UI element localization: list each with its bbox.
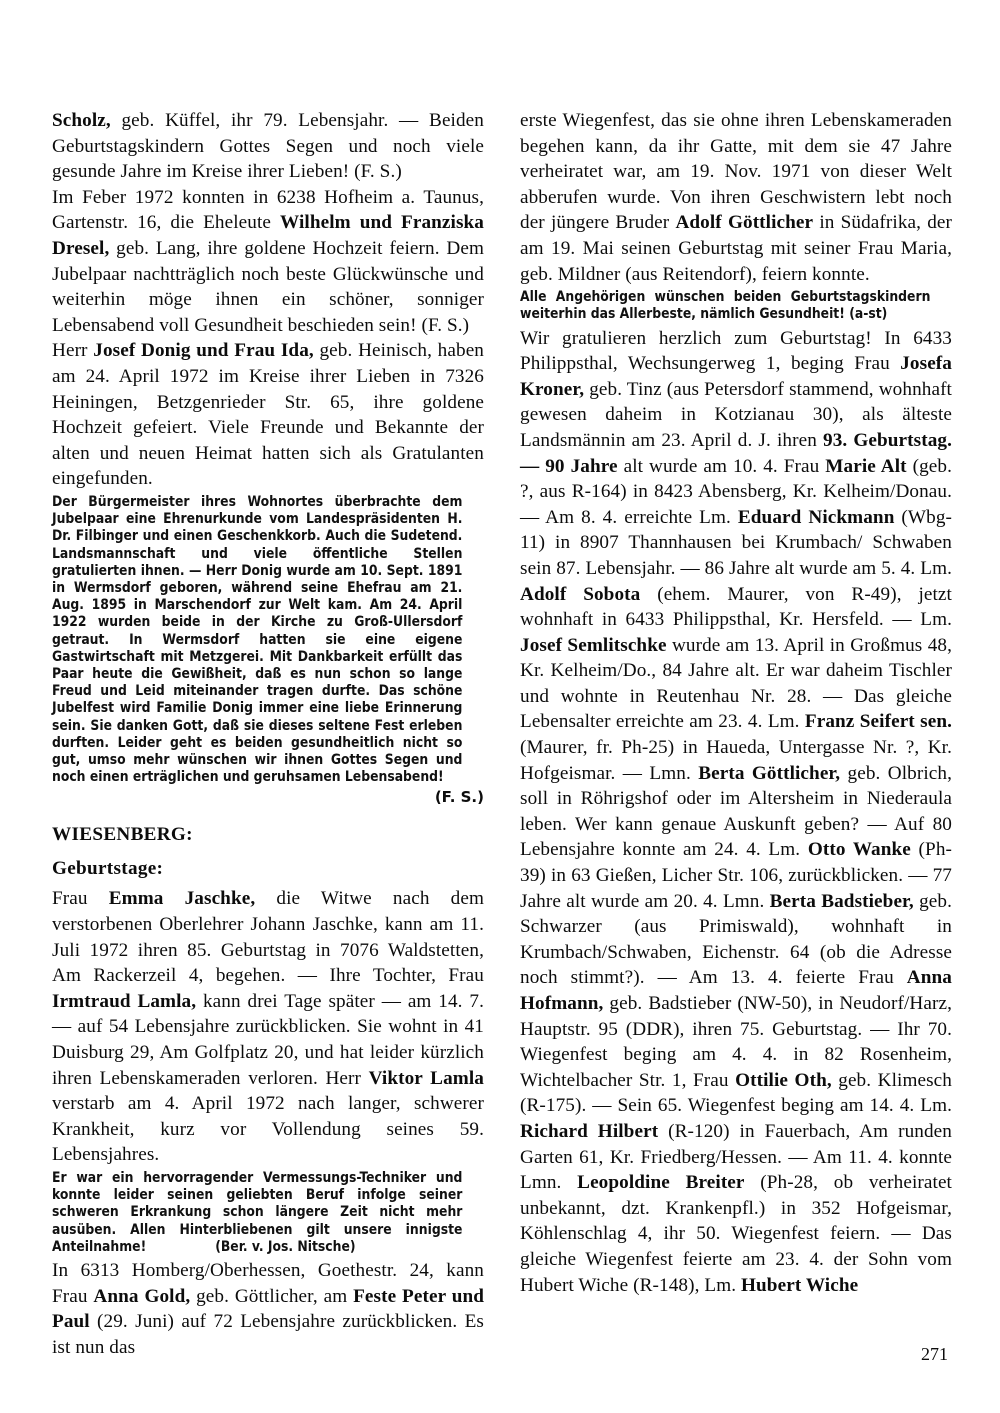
two-column-layout (52, 108, 953, 1360)
right-column (520, 108, 952, 1298)
paragraph: Frau Emma Jaschke, die Witwe nach dem verstorbenen Oberlehrer Johann Jaschke, kann am 11. Juli 1972 ihren 85. Geburtstag in 7076 Waldstetten, Am Rackerzeil 4, begehen. — Ihre Tochter, Frau Irmtraud Lamla, kann drei Tage später — am 14. 7. — auf 54 Lebensjahre zurückblicken. Sie wohnt in 41 Duisburg 29, Am Golfplatz 20, und hat leider kürzlich ihren Lebenskameraden verloren. Herr Viktor Lamla verstarb am 4. April 1972 nach langer, schwerer Krankheit, kurz vor Vollendung seines 59. Lebensjahres. (52, 888, 485, 1166)
paragraph: In 6313 Homberg/Oberhessen, Goethestr. 24, kann Frau Anna Gold, geb. Göttlicher, am Feste Peter und Paul (29. Juni) auf 72 Lebensjahre zurückblicken. Es ist nun das (52, 1259, 485, 1358)
left-column (52, 108, 484, 1360)
small-print-paragraph: Der Bürgermeister ihres Wohnortes überbrachte dem Jubelpaar eine Ehrenurkunde vom Landespräsidenten H. Dr. Filbinger und einen Geschenkkorb. Auch die Sudetend. Landsmannschaft und viele öffentliche Stellen gratulierten ihnen. — Herr Donig wurde am 10. Sept. 1891 in Wermsdorf geboren, während seine Ehefrau am 21. Aug. 1895 in Marschendorf zur Welt kam. Am 24. April 1922 wurden beide in der Kirche zu Groß-Ullersdorf getraut. In Wermsdorf hatten sie eine eigene Gastwirtschaft mit Metzgerei. Mit Dankbarkeit erfüllt das Paar heute die Gewißheit, daß es nun schon so lange Freud und Leid miteinander tragen durfte. Das schöne Jubelfest wird Familie Donig immer eine liebe Erinnerung sein. Sie danken Gott, daß sie dieses seltene Fest erleben durften. Leider geht es beiden gesundheitlich nicht so gut, umso mehr wünschen wir ihnen Gottes Segen und noch einen erträglichen und geruhsamen Lebensabend! (52, 493, 463, 786)
contributor-signature: (F. S.) (434, 788, 484, 807)
small-print-paragraph: Alle Angehörigen wünschen beiden Geburtstagskindern weiterhin das Allerbeste, nämlich Gesundheit! (a-st) (520, 289, 931, 323)
paragraph: Herr Josef Donig und Frau Ida, geb. Heinisch, haben am 24. April 1972 im Kreise ihrer Lieben in 7326 Heiningen, Betzgenrieder Str. 65, ihre goldene Hochzeit gefeiert. Viele Freunde und Bekannte der alten und neuen Heimat hatten sich als Gratulanten eingefunden. (52, 340, 485, 490)
small-print-paragraph: Er war ein hervorragender Vermessungs-Techniker und konnte leider seinen geliebten Beruf infolge seiner schweren Erkrankung schon längere Zeit nicht mehr ausüben. Allen Hinterbliebenen gilt unsere innigste Anteilnahme! (Ber. v. Jos. Nitsche) (52, 1169, 463, 1255)
subsection-heading: Geburtstage: (52, 858, 164, 880)
paragraph: Scholz, geb. Küffel, ihr 79. Lebensjahr. — Beiden Geburtstagskindern Gottes Segen und noch viele gesunde Jahre im Kreise ihrer Lieben! (F. S.) (52, 110, 484, 183)
paragraph: erste Wiegenfest, das sie ohne ihren Lebenskameraden begehen kann, da ihr Gatte, mit dem sie 47 Jahre verheiratet war, am 19. Nov. 1971 von dieser Welt abberufen wurde. Von ihren Geschwistern lebt noch der jüngere Bruder Adolf Göttlicher in Südafrika, der am 19. Mai seinen Geburtstag mit seiner Frau Maria, geb. Mildner (aus Reitendorf), feiern konnte. (520, 110, 953, 285)
section-heading: WIESENBERG: (52, 824, 193, 846)
page-number: 271 (921, 1344, 948, 1364)
paragraph: Im Feber 1972 konnten in 6238 Hofheim a. Taunus, Gartenstr. 16, die Eheleute Wilhelm und Franziska Dresel, geb. Lang, ihre goldene Hochzeit feiern. Dem Jubelpaar nachtträglich noch beste Glückwünsche und weiterhin möge ihnen ein schöner, sonniger Lebensabend voll Gesundheit beschieden sein! (F. S.) (52, 186, 484, 336)
paragraph: Wir gratulieren herzlich zum Geburtstag! In 6433 Philippsthal, Wechsungerweg 1, beging Frau Josefa Kroner, geb. Tinz (aus Petersdorf stammend, wohnhaft gewesen daheim in Kotzianau 30), als älteste Landsmännin am 23. April d. J. ihren 93. Geburtstag. — 90 Jahre alt wurde am 10. 4. Frau Marie Alt (geb. ?, aus R-164) in 8423 Abensberg, Kr. Kelheim/Donau. — Am 8. 4. erreichte Lm. Eduard Nickmann (Wbg-11) in 8907 Thannhausen bei Krumbach/ Schwaben sein 87. Lebensjahr. — 86 Jahre alt wurde am 5. 4. Lm. Adolf Sobota (ehem. Maurer, von R-49), jetzt wohnhaft in 6433 Philippsthal, Kr. Hersfeld. — Lm. Josef Semlitschke wurde am 13. April in Großmus 48, Kr. Kelheim/Do., 84 Jahre alt. Er war daheim Tischler und wohnte in Reutenhau Nr. 28. — Das gleiche Lebensalter erreichte am 23. 4. Lm. Franz Seifert sen. (Maurer, fr. Ph-25) in Haueda, Untergasse Nr. ?, Kr. Hofgeismar. — Lmn. Berta Göttlicher, geb. Olbrich, soll in Röhrigshof oder im Altersheim in Niederaula leben. Wer kann genaue Auskunft geben? — Auf 80 Lebensjahre konnte am 24. 4. Lm. Otto Wanke (Ph-39) in 63 Gießen, Licher Str. 106, zurückblicken. — 77 Jahre alt wurde am 20. 4. Lmn. Berta Badstieber, geb. Schwarzer (aus Primiswald), wohnhaft in Krumbach/Schwaben, Eichenstr. 64 (ob die Adresse noch stimmt?). — Am 13. 4. feierte Frau Anna Hofmann, geb. Badstieber (NW-50), in Neudorf/Harz, Hauptstr. 95 (DDR), ihren 75. Geburtstag. — Ihr 70. Wiegenfest beging am 4. 4. in 82 Rosenheim, Wichtelbacher Str. 1, Frau Ottilie Oth, geb. Klimesch (R-175). — Sein 65. Wiegenfest beging am 14. 4. Lm. Richard Hilbert (R-120) in Fauerbach, Am runden Garten 61, Kr. Friedberg/Hessen. — Am 11. 4. konnte Lmn. Leopoldine Breiter (Ph-28, ob verheiratet unbekannt, dzt. Krankenpfl.) in 352 Hofgeismar, Köhlenschlag 4, ihr 50. Wiegenfest feiern. — Das gleiche Wiegenfest feierte am 23. 4. der Sohn vom Hubert Wiche (R-148), Lm. Hubert Wiche (520, 327, 953, 1296)
